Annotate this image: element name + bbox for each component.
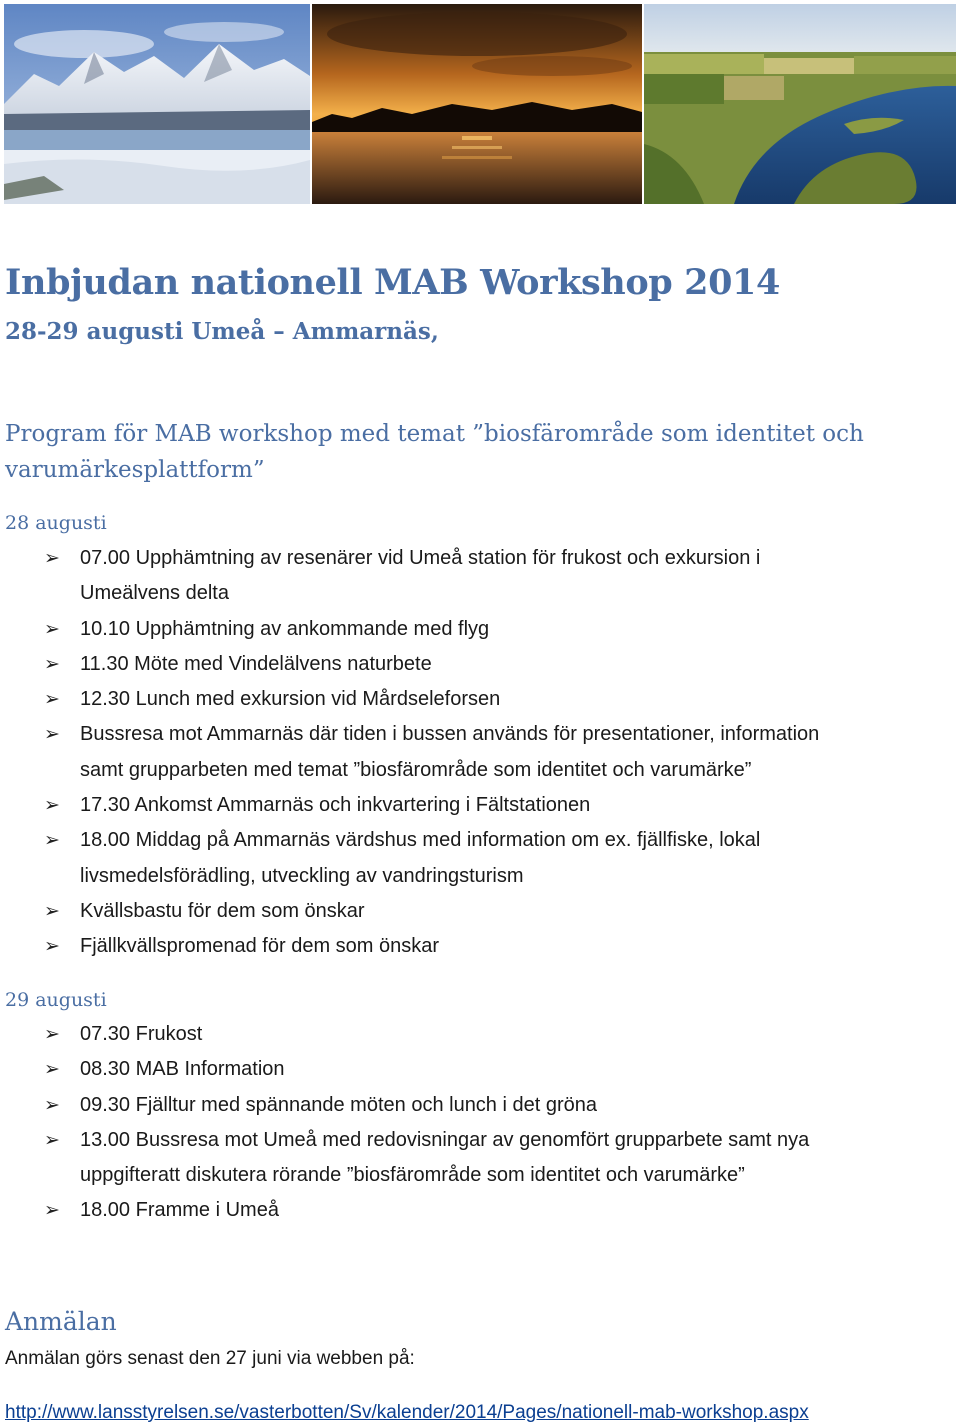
arrow-bullet-icon: ➢ [44, 1129, 60, 1151]
program-heading [5, 416, 955, 488]
program-item-text: samt grupparbeten med temat ”biosfärområde som identitet och varumärke” [80, 758, 752, 781]
program-item-text: 12.30 Lunch med exkursion vid Mårdseleforsen [80, 688, 501, 711]
program-item [0, 929, 950, 964]
arrow-bullet-icon: ➢ [44, 830, 60, 852]
registration-text: Anmälan görs senast den 27 juni via webben på: [5, 1348, 415, 1369]
program-item-text: 11.30 Möte med Vindelälvens naturbete [80, 652, 432, 675]
program-item [0, 1052, 950, 1087]
program-item [0, 612, 950, 647]
registration-heading: Anmälan [5, 1307, 117, 1336]
program-item-text: 17.30 Ankomst Ammarnäs och inkvartering i Fältstationen [80, 794, 591, 817]
river-delta-photo [644, 4, 956, 204]
arrow-bullet-icon: ➢ [44, 618, 60, 640]
arrow-bullet-icon: ➢ [44, 724, 60, 746]
sunset-lake-photo [312, 4, 642, 204]
event-dates-location: 28-29 augusti Umeå – Ammarnäs, [5, 318, 439, 345]
arrow-bullet-icon: ➢ [44, 548, 60, 569]
arrow-bullet-icon: ➢ [44, 795, 60, 817]
program-item-text: 18.00 Framme i Umeå [80, 1199, 279, 1222]
arrow-bullet-icon: ➢ [44, 1024, 60, 1045]
program-item [0, 1193, 950, 1228]
program-item [0, 541, 950, 612]
day-2-program-list [0, 1017, 950, 1229]
header-photo-strip [4, 4, 956, 204]
program-item-text: 07.30 Frukost [80, 1023, 203, 1045]
program-item [0, 682, 950, 717]
program-item [0, 788, 950, 823]
program-item-text: 10.10 Upphämtning av ankommande med flyg [80, 617, 490, 640]
day-1-heading: 28 augusti [5, 512, 107, 534]
program-item-text: Bussresa mot Ammarnäs där tiden i bussen används för presentationer, information [80, 723, 820, 746]
arrow-bullet-icon: ➢ [44, 1059, 60, 1081]
program-item-text: 18.00 Middag på Ammarnäs värdshus med information om ex. fjällfiske, lokal [80, 829, 761, 852]
program-item [0, 717, 950, 788]
arrow-bullet-icon: ➢ [44, 653, 60, 675]
program-item [0, 894, 950, 929]
program-item [0, 1088, 950, 1123]
arrow-bullet-icon: ➢ [44, 900, 60, 922]
program-item-text: Umeälvens delta [80, 582, 229, 605]
program-item [0, 1123, 950, 1194]
program-item-text: 13.00 Bussresa mot Umeå med redovisningar av genomfört grupparbete samt nya [80, 1128, 810, 1151]
page-title: Inbjudan nationell MAB Workshop 2014 [5, 262, 780, 303]
arrow-bullet-icon: ➢ [44, 936, 60, 958]
program-item [0, 1017, 950, 1052]
program-item-text: Fjällkvällspromenad för dem som önskar [80, 935, 440, 958]
program-item-text: Kvällsbastu för dem som önskar [80, 899, 365, 922]
arrow-bullet-icon: ➢ [44, 1200, 60, 1222]
program-item-text: 09.30 Fjälltur med spännande möten och lunch i det gröna [80, 1093, 598, 1116]
snowy-mountains-photo [4, 4, 310, 204]
day-2-heading: 29 augusti [5, 989, 107, 1011]
arrow-bullet-icon: ➢ [44, 1094, 60, 1116]
program-item-text: uppgifteratt diskutera rörande ”biosfärområde som identitet och varumärke” [80, 1164, 745, 1187]
program-heading-line: varumärkesplattform” [5, 457, 265, 483]
program-item [0, 823, 950, 894]
program-item [0, 647, 950, 682]
day-1-program-list [0, 541, 950, 965]
arrow-bullet-icon: ➢ [44, 689, 60, 711]
program-heading-line: Program för MAB workshop med temat ”biosfärområde som identitet och [5, 421, 864, 447]
program-item-text: livsmedelsförädling, utveckling av vandringsturism [80, 864, 524, 887]
program-item-text: 08.30 MAB Information [80, 1058, 285, 1081]
registration-link[interactable]: http://www.lansstyrelsen.se/vasterbotten/Sv/kalender/2014/Pages/nationell-mab-workshop.aspx [5, 1402, 809, 1423]
program-item-text: 07.00 Upphämtning av resenärer vid Umeå station för frukost och exkursion i [80, 547, 761, 569]
